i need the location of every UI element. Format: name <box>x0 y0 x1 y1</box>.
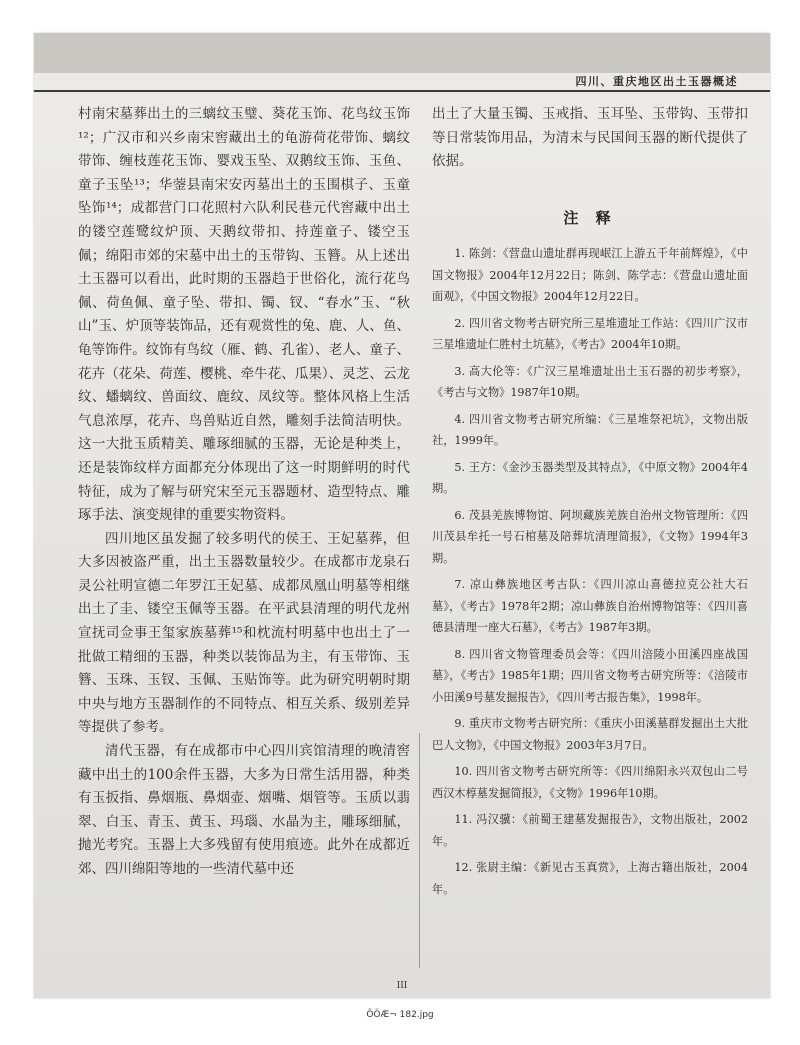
left-paragraph-3: 清代玉器，有在成都市中心四川宾馆清理的晚清窖藏中出土的100余件玉器，大多为日常生活用器，种类有玉扳指、鼻烟瓶、鼻烟壶、烟嘴、烟管等。玉质以翡翠、白玉、青玉、黄玉、玛瑙、水晶为主，雕琢细腻，抛光考究。玉器上大多残留有使用痕迹。此外在成都近郊、四川绵阳等地的一些清代墓中还 <box>78 743 410 877</box>
page-number: III <box>396 981 408 991</box>
note-item: 1. 陈剑：《营盘山遗址群再现岷江上游五千年前辉煌》，《中国文物报》2004年12月22日；陈剑、陈学志：《营盘山遗址面面观》，《中国文物报》2004年12月22日。 <box>432 247 748 304</box>
note-item: 2. 四川省文物考古研究所三星堆遗址工作站：《四川广汉市三星堆遗址仁胜村土坑墓》，《考古》2004年10期。 <box>432 316 748 352</box>
left-column <box>78 103 410 882</box>
note-item: 3. 高大伦等：《广汉三星堆遗址出土玉石器的初步考察》，《考古与文物》1987年10期。 <box>432 364 748 400</box>
note-item: 8. 四川省文物管理委员会等：《四川涪陵小田溪四座战国墓》，《考古》1985年1期；四川省文物考古研究所等：《涪陵市小田溪9号墓发掘报告》，《四川考古报告集》，1998年。 <box>432 647 748 704</box>
right-column <box>432 103 748 905</box>
left-paragraph-1: 村南宋墓葬出土的三螭纹玉璧、葵花玉饰、花鸟纹玉饰¹²；广汉市和兴乡南宋窖藏出土的龟游荷花带饰、螭纹带饰、缠枝莲花玉饰、婴戏玉坠、双鹅纹玉饰、玉鱼、童子玉坠¹³；华蓥县南宋安丙墓出土的玉围棋子、玉童坠饰¹⁴；成都营门口花照村六队利民巷元代窖藏中出土的镂空莲鹭纹炉顶、天鹅纹带扣、持莲童子、镂空玉佩；绵阳市郊的宋墓中出土的玉带钩、玉簪。从上述出土玉器可以看出，此时期的玉器趋于世俗化，流行花鸟佩、荷鱼佩、童子坠、带扣、镯、钗、“春水”玉、“秋山”玉、炉顶等装饰品，还有观赏性的兔、鹿、人、鱼、龟等饰件。纹饰有鸟纹（雁、鹤、孔雀）、老人、童子、花卉（花朵、荷莲、樱桃、牵牛花、瓜果）、灵芝、云龙纹、蟠螭纹、兽面纹、鹿纹、凤纹等。整体风格上生活气息浓厚，花卉、鸟兽贴近自然，雕刻手法简洁明快。这一大批玉质精美、雕琢细腻的玉器，无论是种类上，还是装饰纹样方面都充分体现出了这一时期鲜明的时代特征，成为了解与研究宋至元玉器题材、造型特点、雕琢手法、演变规律的重要实物资料。 <box>78 106 410 524</box>
note-item: 5. 王方：《金沙玉器类型及其特点》，《中原文物》2004年4期。 <box>432 460 748 496</box>
note-item: 6. 茂县羌族博物馆、阿坝藏族羌族自治州文物管理所：《四川茂县牟托一号石棺墓及陪葬坑清理简报》，《文物》1994年3期。 <box>432 508 748 565</box>
note-item: 10. 四川省文物考古研究所等：《四川绵阳永兴双包山二号西汉木椁墓发掘简报》，《文物》1996年10期。 <box>432 765 748 800</box>
header-rule <box>34 90 770 92</box>
note-item: 7. 凉山彝族地区考古队：《四川凉山喜德拉克公社大石墓》，《考古》1978年2期；凉山彝族自治州博物馆等：《四川喜德县清理一座大石墓》，《考古》1987年3期。 <box>432 578 748 635</box>
note-item: 4. 四川省文物考古研究所编：《三星堆祭祀坑》，文物出版社，1999年。 <box>432 412 748 448</box>
notes-heading: 注 释 <box>563 208 617 227</box>
right-continuation-paragraph: 出土了大量玉镯、玉戒指、玉耳坠、玉带钩、玉带扣等日常装饰用品，为清末与民国间玉器的断代提供了依据。 <box>432 106 748 170</box>
left-paragraph-2: 四川地区虽发掘了较多明代的侯王、王妃墓葬，但大多因被盗严重，出土玉器数量较少。在成都市龙泉石灵公社明宣德二年罗江王妃墓、成都凤凰山明墓等相继出土了圭、镂空玉佩等玉器。在平武县清理的明代龙州宣抚司佥事王玺家族墓葬¹⁵和枕流村明墓中也出土了一批做工精细的玉器，种类以装饰品为主，有玉带饰、玉簪、玉珠、玉钗、玉佩、玉贴饰等。此为研究明朝时期中央与地方玉器制作的不同特点、相互关系、级别差异等提供了参考。 <box>78 530 410 736</box>
note-item: 12. 张尉主编：《新见古玉真赏》，上海古籍出版社，2004年。 <box>432 861 748 896</box>
running-header-title: 四川、重庆地区出土玉器概述 <box>575 75 738 88</box>
scan-filename: ÕÖÆ¬ 182.jpg <box>366 1010 434 1020</box>
column-divider <box>419 733 420 968</box>
note-item: 9. 重庆市文物考古研究所：《重庆小田溪墓群发掘出土大批巴人文物》，《中国文物报》2003年3月7日。 <box>432 717 748 752</box>
header-band <box>34 33 770 73</box>
book-page <box>34 33 770 998</box>
note-item: 11. 冯汉骥：《前蜀王建墓发掘报告》，文物出版社，2002年。 <box>432 813 748 848</box>
